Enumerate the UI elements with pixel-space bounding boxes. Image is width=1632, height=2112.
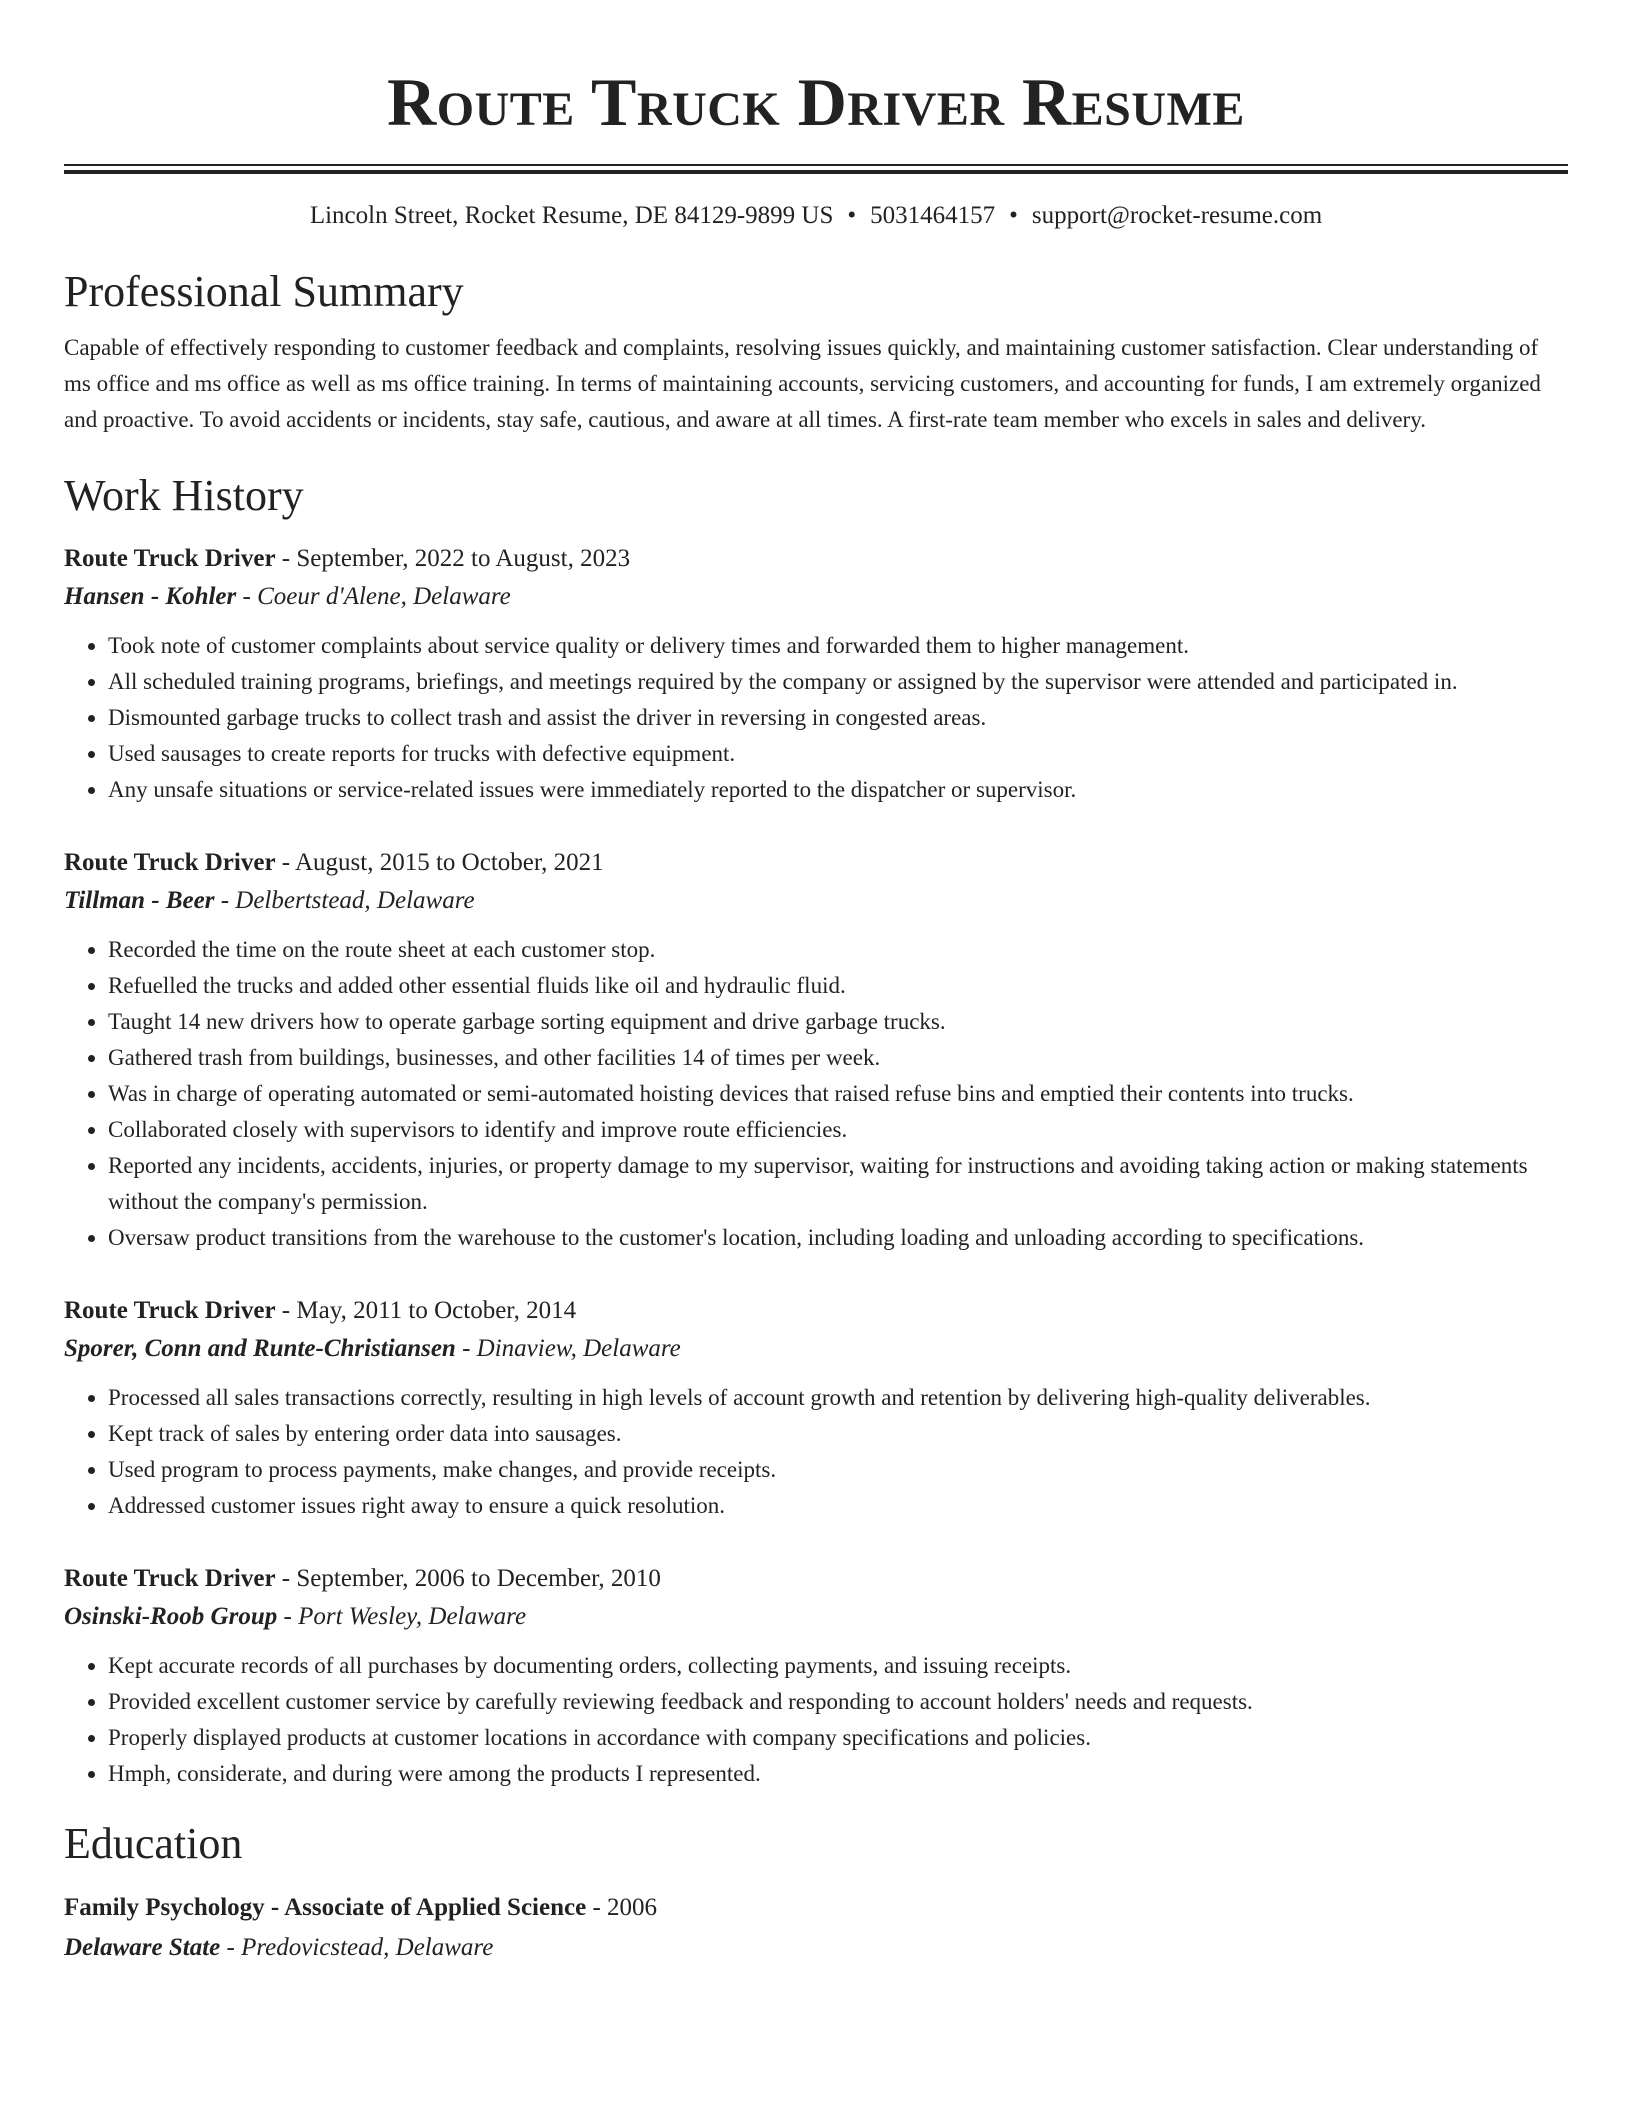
job-duties-list: [64, 1380, 1568, 1524]
list-item: • Used sausages to create reports for trucks with defective equipment.: [108, 736, 1568, 772]
list-item: • Properly displayed products at customer locations in accordance with company specifications and policies.: [108, 1720, 1568, 1756]
job-role: Route Truck Driver: [64, 1297, 276, 1324]
summary-section: [64, 266, 1568, 438]
job-company-line: [64, 1330, 1568, 1368]
job-dates: - September, 2006 to December, 2010: [275, 1565, 661, 1592]
list-item: • Processed all sales transactions correctly, resulting in high levels of account growth and retention by delivering high-quality deliverables.: [108, 1380, 1568, 1416]
job-title-line: [64, 1560, 1568, 1598]
work-history-section: [64, 470, 1568, 1792]
job-duties-list: [64, 932, 1568, 1256]
job-entry: [64, 1560, 1568, 1792]
job-duties-list: [64, 628, 1568, 808]
job-company-line: [64, 578, 1568, 616]
job-company: Tillman - Beer: [64, 887, 215, 914]
education-school-line: [64, 1928, 1568, 1968]
education-school: Delaware State: [64, 1934, 221, 1961]
education-entry: [64, 1888, 1568, 1968]
list-item: • Taught 14 new drivers how to operate garbage sorting equipment and drive garbage trucks.: [108, 1004, 1568, 1040]
list-item: • Kept track of sales by entering order data into sausages.: [108, 1416, 1568, 1452]
contact-address: Lincoln Street, Rocket Resume, DE 84129-9899 US: [309, 202, 834, 229]
list-item: • Dismounted garbage trucks to collect trash and assist the driver in reversing in congested areas.: [108, 700, 1568, 736]
education-year: - 2006: [586, 1894, 658, 1921]
list-item: • Kept accurate records of all purchases by documenting orders, collecting payments, and issuing receipts.: [108, 1648, 1568, 1684]
list-item: • Hmph, considerate, and during were among the products I represented.: [108, 1756, 1568, 1792]
job-entry: [64, 540, 1568, 808]
education-section: [64, 1818, 1568, 1968]
list-item: • Oversaw product transitions from the warehouse to the customer's location, including loading and unloading according to specifications.: [108, 1220, 1568, 1256]
list-item: • Collaborated closely with supervisors to identify and improve route efficiencies.: [108, 1112, 1568, 1148]
contact-separator: •: [847, 202, 857, 229]
list-item: • Took note of customer complaints about service quality or delivery times and forwarded them to higher management.: [108, 628, 1568, 664]
list-item: • Recorded the time on the route sheet at each customer stop.: [108, 932, 1568, 968]
job-entry: [64, 1292, 1568, 1524]
job-dates: - August, 2015 to October, 2021: [275, 849, 604, 876]
job-dates: - May, 2011 to October, 2014: [275, 1297, 577, 1324]
list-item: • Gathered trash from buildings, businesses, and other facilities 14 of times per week.: [108, 1040, 1568, 1076]
job-entry: [64, 844, 1568, 1256]
contact-separator: •: [1009, 202, 1018, 229]
job-company: Sporer, Conn and Runte-Christiansen: [64, 1335, 456, 1362]
list-item: • Provided excellent customer service by carefully reviewing feedback and responding to account holders' needs and requests.: [108, 1684, 1568, 1720]
list-item: • Reported any incidents, accidents, injuries, or property damage to my supervisor, waiting for instructions and avoiding taking action or making statements without the company's permission.: [108, 1148, 1568, 1220]
job-company-line: [64, 1598, 1568, 1636]
job-role: Route Truck Driver: [64, 545, 276, 572]
contact-phone: 5031464157: [870, 202, 996, 229]
job-location: - Delbertstead, Delaware: [214, 887, 475, 914]
education-degree-line: [64, 1888, 1568, 1928]
job-role: Route Truck Driver: [64, 849, 276, 876]
job-company: Hansen - Kohler: [64, 583, 237, 610]
job-title-line: [64, 844, 1568, 882]
job-location: - Port Wesley, Delaware: [277, 1603, 527, 1630]
list-item: • Any unsafe situations or service-related issues were immediately reported to the dispatcher or supervisor.: [108, 772, 1568, 808]
job-location: - Coeur d'Alene, Delaware: [236, 583, 511, 610]
education-heading: Education: [64, 1819, 243, 1868]
title-divider: [64, 164, 1568, 174]
contact-line: [64, 200, 1568, 232]
job-company-line: [64, 882, 1568, 920]
job-title-line: [64, 1292, 1568, 1330]
list-item: • Addressed customer issues right away to ensure a quick resolution.: [108, 1488, 1568, 1524]
contact-email: support@rocket-resume.com: [1031, 202, 1323, 229]
list-item: • Refuelled the trucks and added other essential fluids like oil and hydraulic fluid.: [108, 968, 1568, 1004]
work-history-heading: Work History: [64, 471, 304, 520]
summary-heading: Professional Summary: [64, 267, 464, 316]
job-location: - Dinaview, Delaware: [455, 1335, 681, 1362]
job-title-line: [64, 540, 1568, 578]
list-item: • All scheduled training programs, briefings, and meetings required by the company or assigned by the supervisor were attended and participated in.: [108, 664, 1568, 700]
job-duties-list: [64, 1648, 1568, 1792]
job-dates: - September, 2022 to August, 2023: [275, 545, 631, 572]
education-degree: Family Psychology - Associate of Applied Science: [64, 1894, 587, 1921]
education-location: - Predovicstead, Delaware: [220, 1934, 494, 1961]
job-company: Osinski-Roob Group: [64, 1603, 278, 1630]
summary-text: Capable of effectively responding to customer feedback and complaints, resolving issues quickly, and maintaining customer satisfaction. Clear understanding of ms office and ms office as well as ms office training. In terms of maintaining accounts, servicing customers, and accounting for funds, I am extremely organized and proactive. To avoid accidents or incidents, stay safe, cautious, and aware at all times. A first-rate team member who excels in sales and delivery.: [64, 335, 1541, 432]
list-item: • Used program to process payments, make changes, and provide receipts.: [108, 1452, 1568, 1488]
job-role: Route Truck Driver: [64, 1565, 276, 1592]
list-item: • Was in charge of operating automated or semi-automated hoisting devices that raised refuse bins and emptied their contents into trucks.: [108, 1076, 1568, 1112]
page-title: Route Truck Driver Resume: [387, 64, 1245, 140]
